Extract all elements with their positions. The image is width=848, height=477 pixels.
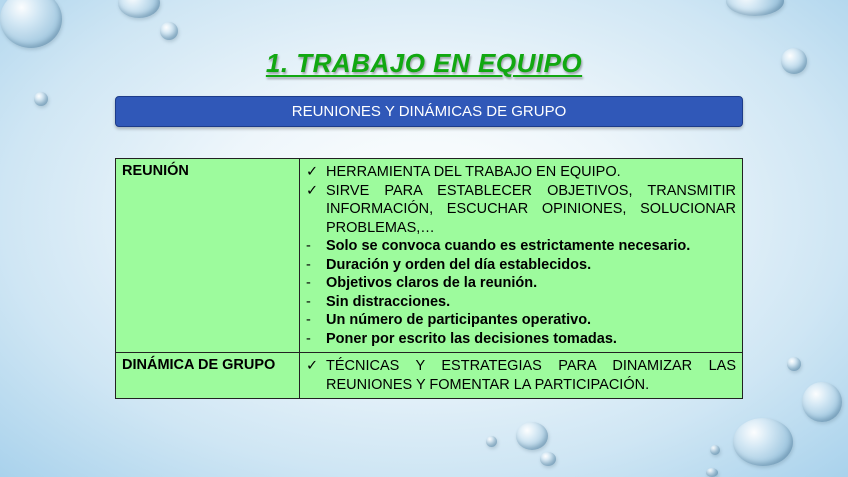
row-label: REUNIÓN <box>116 159 300 353</box>
water-drop-decoration <box>802 382 842 422</box>
water-drop-decoration <box>787 357 801 371</box>
list-item <box>306 311 736 330</box>
content-table <box>115 158 743 399</box>
list-item <box>306 357 736 394</box>
table-row <box>116 159 743 353</box>
water-drop-decoration <box>0 0 62 48</box>
check-icon: ✓ <box>306 358 319 374</box>
water-drop-decoration <box>516 422 548 450</box>
list-item-text: TÉCNICAS Y ESTRATEGIAS PARA DINAMIZAR LAS REUNIONES Y FOMENTAR LA PARTICIPACIÓN. <box>326 358 736 393</box>
list-item <box>306 256 736 275</box>
water-drop-decoration <box>733 418 793 466</box>
list-item-text: SIRVE PARA ESTABLECER OBJETIVOS, TRANSMITIR INFORMACIÓN, ESCUCHAR OPINIONES, SOLUCIONAR PROBLEMAS,… <box>326 182 736 236</box>
water-drop-decoration <box>706 468 718 477</box>
dash-bullet: - <box>306 312 311 328</box>
row-content <box>300 353 743 399</box>
list-item-text: Un número de participantes operativo. <box>326 312 592 328</box>
list-item <box>306 182 736 238</box>
water-drop-decoration <box>160 22 178 40</box>
section-banner-text: REUNIONES Y DINÁMICAS DE GRUPO <box>291 103 567 120</box>
section-banner <box>115 96 743 127</box>
dash-bullet: - <box>306 256 311 273</box>
table-row <box>116 353 743 399</box>
water-drop-decoration <box>34 92 48 106</box>
list-item <box>306 293 736 312</box>
list-item <box>306 274 736 293</box>
list-item-text: Duración y orden del día establecidos. <box>326 256 592 273</box>
list-item <box>306 163 736 182</box>
row-content <box>300 159 743 353</box>
row-label: DINÁMICA DE GRUPO <box>116 353 300 399</box>
water-drop-decoration <box>486 436 497 447</box>
check-icon: ✓ <box>306 182 319 199</box>
slide-title: 1. TRABAJO EN EQUIPO <box>265 48 583 78</box>
dash-bullet: - <box>306 330 311 347</box>
list-item-text: Sin distracciones. <box>326 293 451 310</box>
list-item <box>306 330 736 349</box>
dash-bullet: - <box>306 238 311 254</box>
list-item-text: Poner por escrito las decisiones tomadas. <box>326 330 617 347</box>
list-item <box>306 237 736 256</box>
list-item-text: HERRAMIENTA DEL TRABAJO EN EQUIPO. <box>326 164 621 180</box>
water-drop-decoration <box>710 445 720 455</box>
dash-bullet: - <box>306 293 311 310</box>
water-drop-decoration <box>118 0 160 18</box>
check-icon: ✓ <box>306 164 319 180</box>
list-item-text: Solo se convoca cuando es estrictamente necesario. <box>326 238 691 254</box>
water-drop-decoration <box>726 0 784 16</box>
water-drop-decoration <box>540 452 556 466</box>
dash-bullet: - <box>306 275 311 291</box>
list-item-text: Objetivos claros de la reunión. <box>326 275 538 291</box>
